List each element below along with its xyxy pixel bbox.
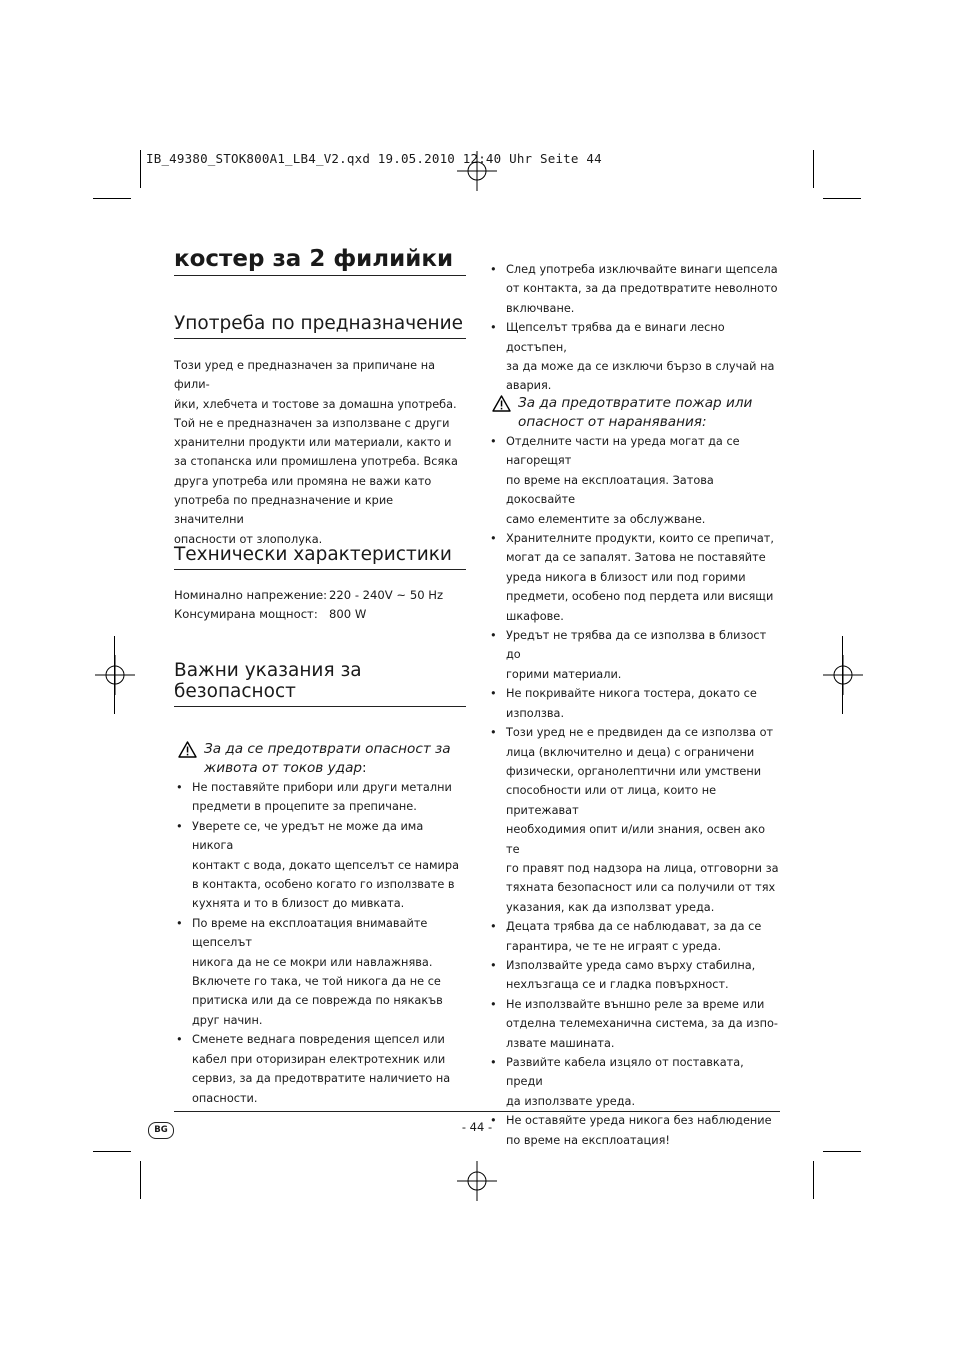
list-item <box>488 995 780 1053</box>
text-line: уреда никога в близост или под горими <box>506 570 746 584</box>
text-line: могат да се запалят. Затова не поставяйте <box>506 551 766 565</box>
list-item <box>488 723 780 917</box>
text-line: по време на експлоатация! <box>506 1133 670 1147</box>
text-line: само елементите за обслужване. <box>506 512 706 526</box>
text-line: контакт с вода, докато щепселът се намира <box>192 858 459 872</box>
list-item <box>174 817 466 914</box>
text-line: предмети, особено под пердета или висящи <box>506 590 774 604</box>
safety-heading <box>174 660 466 707</box>
text-line: Не оставяйте уреда никога без наблюдение <box>506 1114 772 1128</box>
registration-mark <box>457 1161 497 1201</box>
warning-heading-line2: живота от токов удар <box>204 760 363 776</box>
text-line: тяхната безопасност или са получили от тях <box>506 881 776 895</box>
list-item <box>174 1030 466 1108</box>
list-item <box>488 956 780 995</box>
crop-mark <box>114 636 115 714</box>
right-column-top <box>488 260 780 396</box>
list-item <box>488 432 780 529</box>
text-line: авария. <box>506 379 552 393</box>
warning-heading-line2: опасност от наранявания: <box>518 414 707 430</box>
crop-mark <box>813 1161 814 1199</box>
text-line: Този уред е предназначен за припичане на фили- <box>174 359 436 392</box>
table-row <box>174 586 443 605</box>
page-title: костер за 2 филийки <box>174 245 466 276</box>
registration-mark <box>823 655 863 695</box>
spec-value: 800 W <box>329 607 367 622</box>
text-line: опасности. <box>192 1091 258 1105</box>
specs-table <box>174 586 443 625</box>
crop-mark <box>140 150 141 188</box>
safety-section <box>174 660 466 707</box>
warning-heading-colon: : <box>362 760 367 776</box>
text-line: По време на експлоатация внимавайте щепселът <box>192 916 428 950</box>
text-line: от контакта, за да предотвратите неволното <box>506 282 778 296</box>
warning-heading <box>488 394 780 432</box>
text-line: предмети в процепите за препичане. <box>192 800 417 814</box>
text-line: включване. <box>506 301 575 315</box>
list-item <box>488 529 780 626</box>
registration-mark <box>457 151 497 191</box>
fire-warning <box>488 394 780 1150</box>
text-line: йки, хлебчета и тостове за домашна употреба. <box>174 397 457 411</box>
safety-heading-line1: Важни указания за <box>174 660 362 681</box>
text-line: използва. <box>506 706 565 720</box>
intended-use-text <box>174 356 466 549</box>
text-line: никога да не се мокри или навлажнява. <box>192 955 433 969</box>
warning-heading-line1: За да се предотврати опасност за <box>204 741 451 757</box>
text-line: Развийте кабела изцяло от поставката, преди <box>506 1056 744 1089</box>
text-line: способности или от лица, които не притежават <box>506 784 717 817</box>
crop-mark <box>140 1161 141 1199</box>
text-line: го правят под надзора на лица, отговорни за <box>506 861 779 875</box>
text-line: Той не е предназначен за използване с други <box>174 416 450 430</box>
table-row <box>174 605 443 624</box>
text-line: Децата трябва да се наблюдават, за да се <box>506 920 762 934</box>
warning-list <box>174 778 466 1108</box>
page-number: - 44 - <box>461 1120 493 1134</box>
list-item <box>488 260 780 318</box>
text-line: Не поставяйте прибори или други метални <box>192 781 452 794</box>
text-line: гарантира, че те не играят с уреда. <box>506 939 722 953</box>
list-item <box>488 1111 780 1150</box>
warning-heading <box>174 740 466 778</box>
text-line: След употреба изключвайте винаги щепсела <box>506 263 778 276</box>
warning-list <box>488 432 780 1150</box>
warning-triangle-icon <box>492 395 511 412</box>
text-line: кухнята и то в близост до мивката. <box>192 897 405 911</box>
crop-mark <box>813 150 814 188</box>
spec-label: Номинално напрежение: <box>174 588 328 602</box>
text-line: притиска или да се поврежда по някакъв <box>192 994 443 1008</box>
specs-heading: Технически характеристики <box>174 544 466 570</box>
text-line: Включете го така, че той никога да не се <box>192 975 441 989</box>
text-line: Не покривайте никога тостера, докато се <box>506 687 757 701</box>
text-line: Уверете се, че уредът не може да има никога <box>192 819 424 853</box>
plug-list <box>488 260 780 396</box>
crop-mark <box>93 198 131 199</box>
text-line: лица (включително и деца) с ограничени <box>506 745 755 759</box>
text-line: Не използвайте външно реле за време или <box>506 997 765 1011</box>
list-item <box>488 318 780 396</box>
text-line: необходимия опит и/или знания, освен ако те <box>506 823 766 856</box>
spec-value: 220 - 240V ~ 50 Hz <box>329 588 444 602</box>
text-line: сервиз, за да предотвратите наличието на <box>192 1072 451 1086</box>
text-line: за да може да се изключи бързо в случай на <box>506 360 775 374</box>
left-column <box>174 245 466 276</box>
list-item <box>488 1053 780 1111</box>
list-item <box>488 626 780 684</box>
warning-triangle-icon <box>178 741 197 758</box>
crop-mark <box>93 1151 131 1152</box>
text-line: опасности от злополука. <box>174 532 323 546</box>
text-line: Сменете веднага повредения щепсел или <box>192 1033 445 1047</box>
specs-table-wrap <box>174 586 466 625</box>
list-item <box>174 778 466 817</box>
specs-section <box>174 544 466 570</box>
text-line: за стопанска или промишлена употреба. Всяка <box>174 455 458 469</box>
text-line: Този уред не е предвиден да се използва от <box>506 726 774 740</box>
list-item <box>488 917 780 956</box>
safety-heading-line2: безопасност <box>174 681 296 702</box>
text-line: горими материали. <box>506 667 622 681</box>
language-badge: BG <box>148 1122 174 1139</box>
text-line: Щепселът трябва да е винаги лесно достъпен, <box>506 321 725 354</box>
text-line: шкафове. <box>506 609 564 623</box>
text-line: Хранителните продукти, които се препичат, <box>506 532 774 546</box>
registration-mark <box>95 655 135 695</box>
text-line: друга употреба или промяна не важи като <box>174 474 432 488</box>
file-slug: IB_49380_STOK800A1_LB4_V2.qxd 19.05.2010 12:40 Uhr Seite 44 <box>146 151 602 166</box>
crop-mark <box>823 198 861 199</box>
text-line: употреба по предназначение и крие значителни <box>174 494 394 527</box>
text-line: Уредът не трябва да се използва в близост до <box>506 629 767 662</box>
spec-label: Консумирана мощност: <box>174 607 318 622</box>
intended-use-section <box>174 313 466 339</box>
list-item <box>174 914 466 1030</box>
crop-mark <box>842 636 843 714</box>
intended-use-heading: Употреба по предназначение <box>174 313 466 339</box>
text-line: лзвате машината. <box>506 1036 615 1050</box>
footer-divider <box>174 1111 780 1112</box>
text-line: Използвайте уреда само върху стабилна, <box>506 958 756 972</box>
list-item <box>488 684 780 723</box>
text-line: кабел при оторизиран електротехник или <box>192 1052 446 1066</box>
crop-mark <box>823 1151 861 1152</box>
text-line: хранителни продукти или материали, както и <box>174 436 452 450</box>
text-line: друг начин. <box>192 1013 263 1027</box>
text-line: отделна телемеханична система, за да изпо- <box>506 1017 778 1031</box>
text-line: физически, органолептични или умствени <box>506 764 762 778</box>
text-line: в контакта, особено когато го използвате в <box>192 878 455 892</box>
warning-heading-line1: За да предотвратите пожар или <box>518 395 753 411</box>
text-line: да използвате уреда. <box>506 1094 636 1108</box>
text-line: указания, как да използват уреда. <box>506 900 715 914</box>
text-line: Отделните части на уреда могат да се нагорещят <box>506 435 740 468</box>
electric-warning <box>174 740 466 1108</box>
text-line: нехлъзгаща се и гладка повърхност. <box>506 978 729 992</box>
text-line: по време на експлоатация. Затова докосвайте <box>506 473 714 507</box>
